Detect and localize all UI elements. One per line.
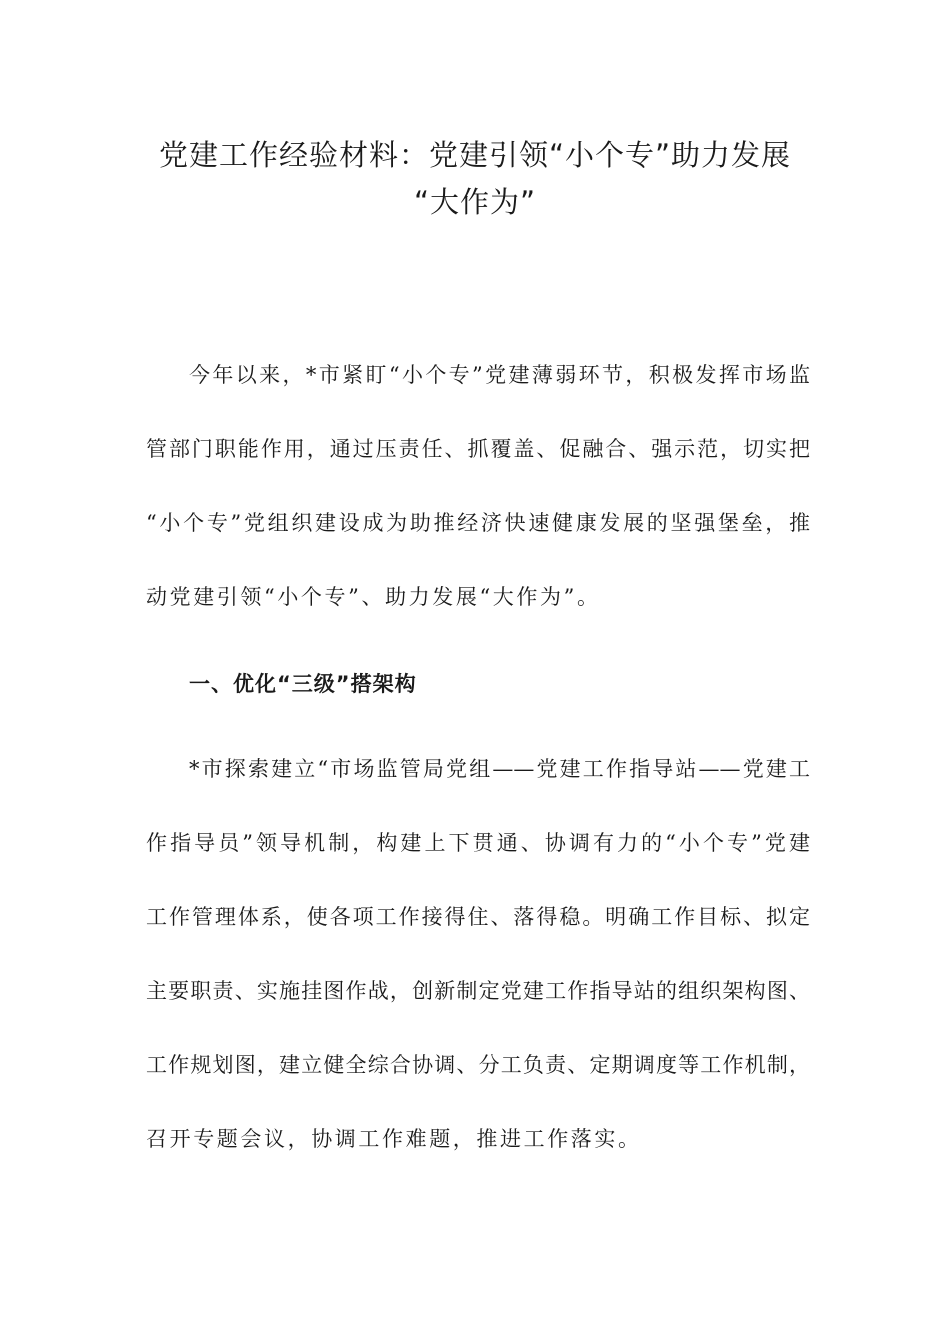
intro-line-3: “小个专”党组织建设成为助推经济快速健康发展的坚强堡垒，推 [146,511,810,535]
section-1-line-2: 作指导员”领导机制，构建上下贯通、协调有力的“小个专”党建 [146,831,810,855]
section-1-line-5: 工作规划图，建立健全综合协调、分工负责、定期调度等工作机制， [146,1053,810,1077]
intro-line-4: 动党建引领“小个专”、助力发展“大作为”。 [146,585,601,609]
section-1-heading: 一、优化“三级”搭架构 [189,672,417,696]
section-1-line-6: 召开专题会议，协调工作难题，推进工作落实。 [146,1127,642,1151]
document-title-line-2: “大作为” [413,185,537,219]
section-1-line-4: 主要职责、实施挂图作战，创新制定党建工作指导站的组织架构图、 [146,979,810,1003]
section-1-line-3: 工作管理体系，使各项工作接得住、落得稳。明确工作目标、拟定 [146,905,810,929]
document-title-line-1: 党建工作经验材料：党建引领“小个专”助力发展 [158,138,792,172]
intro-line-1: 今年以来，*市紧盯“小个专”党建薄弱环节，积极发挥市场监 [189,363,810,387]
intro-line-2: 管部门职能作用，通过压责任、抓覆盖、促融合、强示范，切实把 [146,437,810,461]
section-1-line-1: *市探索建立“市场监管局党组——党建工作指导站——党建工 [189,757,810,781]
